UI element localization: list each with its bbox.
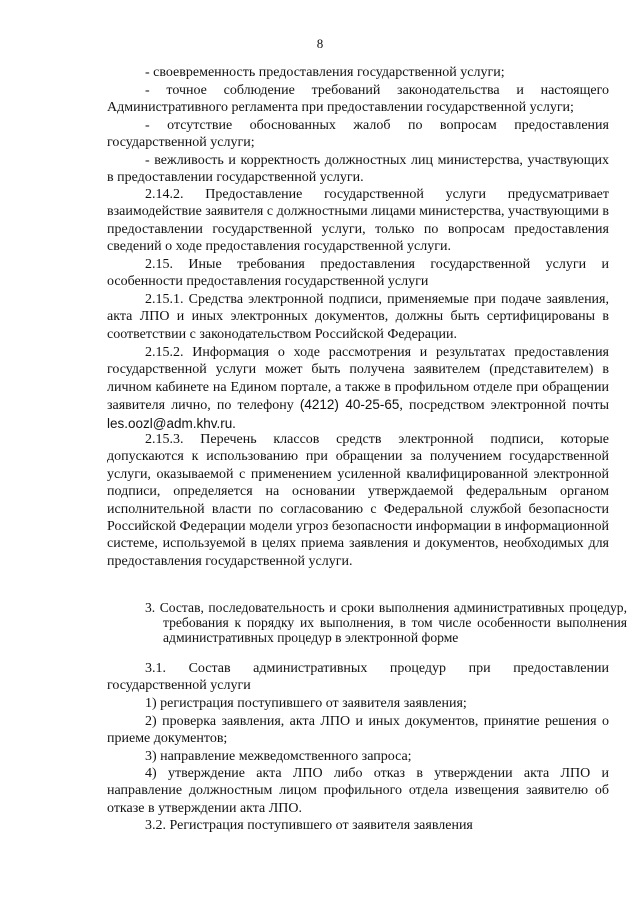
paragraph: - вежливость и корректность должностных лиц министерства, участвующих в предоставлении государственной услуги. [107,153,609,186]
list-item: 4) утверждение акта ЛПО либо отказ в утверждении акта ЛПО и направление должностным лицом профильного отдела извещения заявителю об отказе в утверждении акта ЛПО. [107,766,609,816]
paragraph-text: 2.15.2. Информация о ходе рассмотрения и результатах предоставления государственной услуги может быть получена заявителем (представителем) в личном кабинете на Едином портале, а также в профильном отделе при обращении заявителя лично, по телефону [107,345,609,414]
paragraph: 2.15.3. Перечень классов средств электронной подписи, которые допускаются к использованию при обращении за получением государственной услуги, оказываемой с применением усиленной квалифицированной электронной подписи, определяется на основании утверждаемой федеральным органом исполнительной власти по согласованию с Федеральной службой безопасности Российской Федерации модели угроз безопасности информации в информационной системе, используемой в целях приема заявления и документов, необходимых для предоставления государственной услуги. [107,432,609,569]
email-prefix: , посредством электронной почты [399,398,609,414]
paragraph: 3.2. Регистрация поступившего от заявителя заявления [145,818,473,833]
paragraph: - отсутствие обоснованных жалоб по вопросам предоставления государственной услуги; [107,118,609,151]
paragraph: 2.15. Иные требования предоставления государственной услуги и особенности предоставления государственной услуги [107,257,609,290]
paragraph: 2.14.2. Предоставление государственной услуги предусматривает взаимодействие заявителя с должностными лицами министерства, участвующими в предоставлении государственной услуги, только по вопросам предоставления сведений о ходе предоставления государственной услуги. [107,187,609,255]
paragraph: 2.15.1. Средства электронной подписи, применяемые при подаче заявления, акта ЛПО и иных электронных документов, должны быть сертифицированы в соответствии с законодательством Российской Федерации. [107,292,609,342]
list-item: 2) проверка заявления, акта ЛПО и иных документов, принятие решения о приеме документов; [107,714,609,747]
email-tail: . [232,416,236,432]
page-number: 8 [316,36,324,51]
list-item: 3) направление межведомственного запроса; [145,749,412,764]
email-address: les.oozl@adm.khv.ru [107,415,233,431]
paragraph-contact [107,344,609,433]
phone-number: (4212) 40-25-65 [299,397,400,413]
paragraph: 3.1. Состав административных процедур при предоставлении государственной услуги [107,661,609,694]
paragraph: - своевременность предоставления государственной услуги; [145,65,505,80]
list-item: 1) регистрация поступившего от заявителя заявления; [145,696,467,711]
paragraph: - точное соблюдение требований законодательства и настоящего Административного регламента при предоставлении государственной услуги; [107,83,609,116]
section-heading: 3. Состав, последовательность и сроки выполнения административных процедур, требования к порядку их выполнения, в том числе особенности выполнения административных процедур в электронной форме [145,600,627,645]
